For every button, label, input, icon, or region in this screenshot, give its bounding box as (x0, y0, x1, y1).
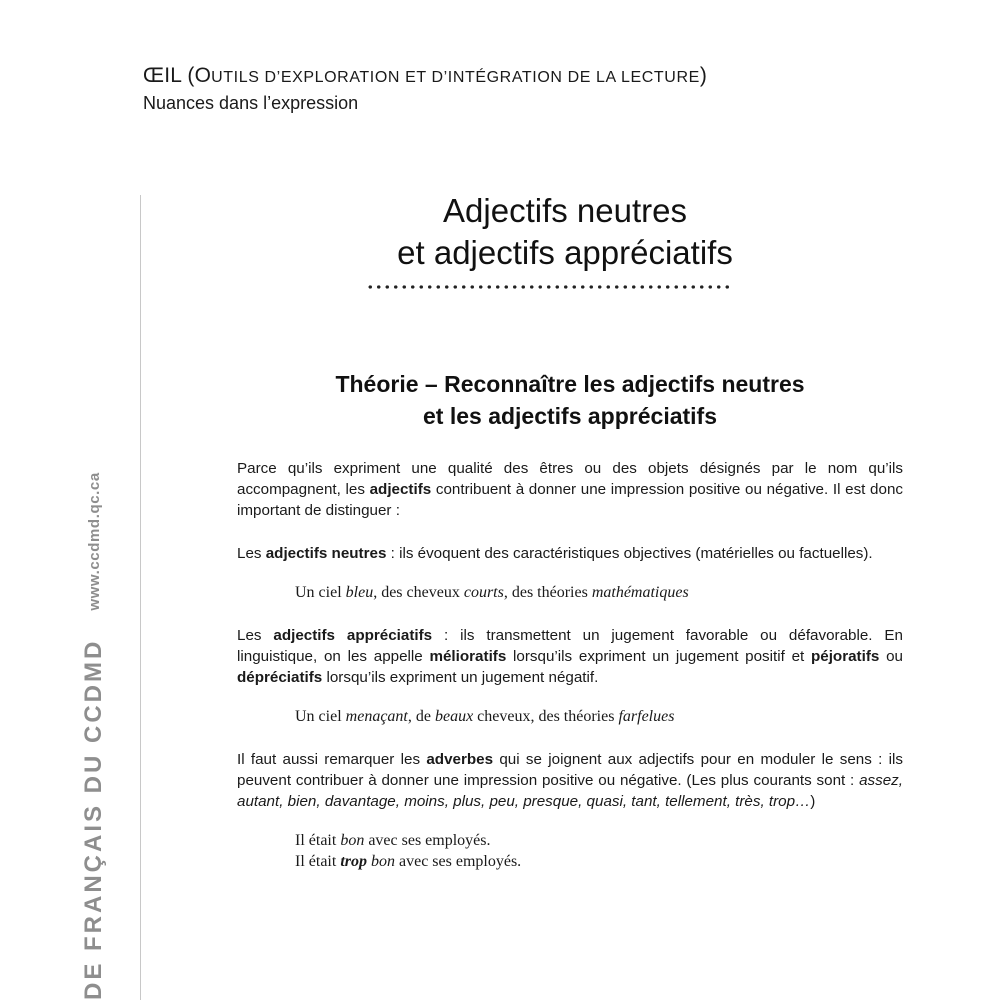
neutral-example: Un ciel bleu, des cheveux courts, des théories mathématiques (295, 584, 689, 601)
sidebar-branding (64, 472, 124, 1000)
adverbs-paragraph: Il faut aussi remarquer les adverbes qui se joignent aux adjectifs pour en moduler le sens : ils peuvent contribuer à donner une impression positive ou négative. (Les plus courants sont : assez, autant, bien, davantage, moins, plus, peu, presque, quasi, tant, tellement, très, trop…) (237, 751, 904, 810)
neutral-paragraph: Les adjectifs neutres : ils évoquent des caractéristiques objectives (matérielles ou factuelles). (237, 545, 873, 562)
page-title: Adjectifs neutres et adjectifs appréciatifs (397, 192, 733, 271)
theory-body (237, 458, 903, 872)
adverb-example-2: Il était trop bon avec ses employés. (295, 853, 522, 870)
appreciative-paragraph: Les adjectifs appréciatifs : ils transmettent un jugement favorable ou défavorable. En linguistique, on les appelle mélioratifs lorsqu’ils expriment un jugement positif et péjoratifs ou dépréciatifs lorsqu’ils expriment un jugement négatif. (237, 627, 903, 686)
section-title: Théorie – Reconnaître les adjectifs neutres et les adjectifs appréciatifs (335, 371, 805, 429)
title-dotted-rule (366, 284, 733, 290)
sidebar-label: DE FRANÇAIS DU CCDMD (80, 638, 107, 1000)
intro-paragraph: Parce qu’ils expriment une qualité des êtres ou des objets désignés par le nom qu’ils accompagnent, les adjectifs contribuent à donner une impression positive ou négative. Il est donc important de distinguer : (237, 460, 903, 519)
series-acronym: ŒIL (143, 64, 182, 87)
sidebar-url: www.ccdmd.qc.ca (85, 472, 103, 611)
series-name: UTILS D’EXPLORATION ET D’INTÉGRATION DE LA LECTURE (211, 69, 700, 86)
adverb-example-1: Il était bon avec ses employés. (295, 832, 491, 849)
series-title: ŒIL (OUTILS D’EXPLORATION ET D’INTÉGRATION DE LA LECTURE) (143, 64, 708, 87)
margin-rule (140, 195, 141, 1000)
series-subtitle: Nuances dans l’expression (143, 93, 359, 113)
series-header (143, 62, 707, 114)
appreciative-example: Un ciel menaçant, de beaux cheveux, des théories farfelues (295, 708, 675, 725)
